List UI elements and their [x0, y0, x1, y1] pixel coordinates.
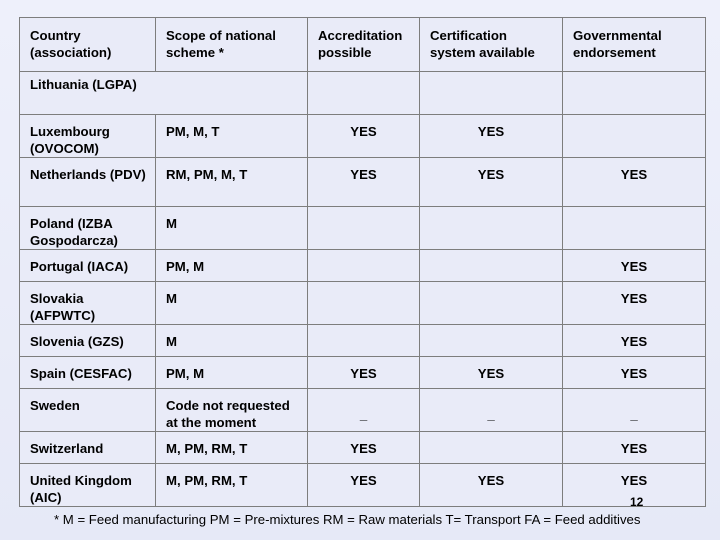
cell-endorsement: _ — [563, 389, 706, 432]
header-certification: Certification system available — [420, 18, 563, 72]
national-schemes-table — [19, 17, 706, 507]
footnote-legend: * M = Feed manufacturing PM = Pre-mixtures RM = Raw materials T= Transport FA = Feed additives — [54, 512, 641, 527]
cell-accreditation — [308, 207, 420, 250]
header-row — [20, 18, 706, 72]
cell-endorsement — [563, 72, 706, 115]
cell-endorsement: YES — [563, 432, 706, 464]
cell-scope: M, PM, RM, T — [156, 432, 308, 464]
table-row — [20, 282, 706, 325]
cell-accreditation — [308, 325, 420, 357]
cell-endorsement — [563, 115, 706, 158]
cell-certification — [420, 72, 563, 115]
cell-country: Switzerland — [20, 432, 156, 464]
header-accreditation: Accreditation possible — [308, 18, 420, 72]
cell-certification: YES — [420, 158, 563, 207]
cell-endorsement: YES — [563, 250, 706, 282]
cell-scope: Code not requested at the moment — [156, 389, 308, 432]
cell-scope: M — [156, 207, 308, 250]
table-row — [20, 115, 706, 158]
cell-country: Spain (CESFAC) — [20, 357, 156, 389]
header-scope: Scope of national scheme * — [156, 18, 308, 72]
table-row — [20, 207, 706, 250]
table-row — [20, 72, 706, 115]
table-row — [20, 432, 706, 464]
table-row — [20, 389, 706, 432]
cell-country: Slovenia (GZS) — [20, 325, 156, 357]
cell-endorsement: YES — [563, 158, 706, 207]
header-country: Country (association) — [20, 18, 156, 72]
cell-country: Sweden — [20, 389, 156, 432]
cell-country: Netherlands (PDV) — [20, 158, 156, 207]
cell-accreditation — [308, 72, 420, 115]
cell-certification — [420, 250, 563, 282]
cell-certification: YES — [420, 357, 563, 389]
cell-certification — [420, 432, 563, 464]
cell-accreditation — [308, 282, 420, 325]
header-endorsement: Governmental endorsement — [563, 18, 706, 72]
cell-accreditation: YES — [308, 464, 420, 507]
cell-country: United Kingdom (AIC) — [20, 464, 156, 507]
cell-certification — [420, 207, 563, 250]
cell-endorsement: YES — [563, 325, 706, 357]
cell-scope: M, PM, RM, T — [156, 464, 308, 507]
table-row — [20, 158, 706, 207]
cell-country: Slovakia (AFPWTC) — [20, 282, 156, 325]
cell-country: Lithuania (LGPA) — [20, 72, 308, 115]
table-row — [20, 464, 706, 507]
cell-endorsement — [563, 207, 706, 250]
cell-accreditation: YES — [308, 158, 420, 207]
cell-scope: RM, PM, M, T — [156, 158, 308, 207]
cell-accreditation: YES — [308, 357, 420, 389]
cell-scope: PM, M — [156, 357, 308, 389]
cell-certification: YES — [420, 464, 563, 507]
table-row — [20, 250, 706, 282]
cell-accreditation — [308, 250, 420, 282]
cell-scope: PM, M, T — [156, 115, 308, 158]
cell-country: Luxembourg (OVOCOM) — [20, 115, 156, 158]
cell-scope: M — [156, 282, 308, 325]
cell-accreditation: _ — [308, 389, 420, 432]
cell-accreditation: YES — [308, 432, 420, 464]
cell-endorsement: YES — [563, 464, 706, 507]
cell-country: Poland (IZBA Gospodarcza) — [20, 207, 156, 250]
cell-accreditation: YES — [308, 115, 420, 158]
cell-certification — [420, 325, 563, 357]
cell-endorsement: YES — [563, 282, 706, 325]
cell-certification: YES — [420, 115, 563, 158]
cell-certification: _ — [420, 389, 563, 432]
cell-country: Portugal (IACA) — [20, 250, 156, 282]
table-row — [20, 357, 706, 389]
cell-certification — [420, 282, 563, 325]
cell-scope: PM, M — [156, 250, 308, 282]
cell-endorsement: YES — [563, 357, 706, 389]
page-number: 12 — [630, 495, 644, 509]
table-row — [20, 325, 706, 357]
cell-scope: M — [156, 325, 308, 357]
